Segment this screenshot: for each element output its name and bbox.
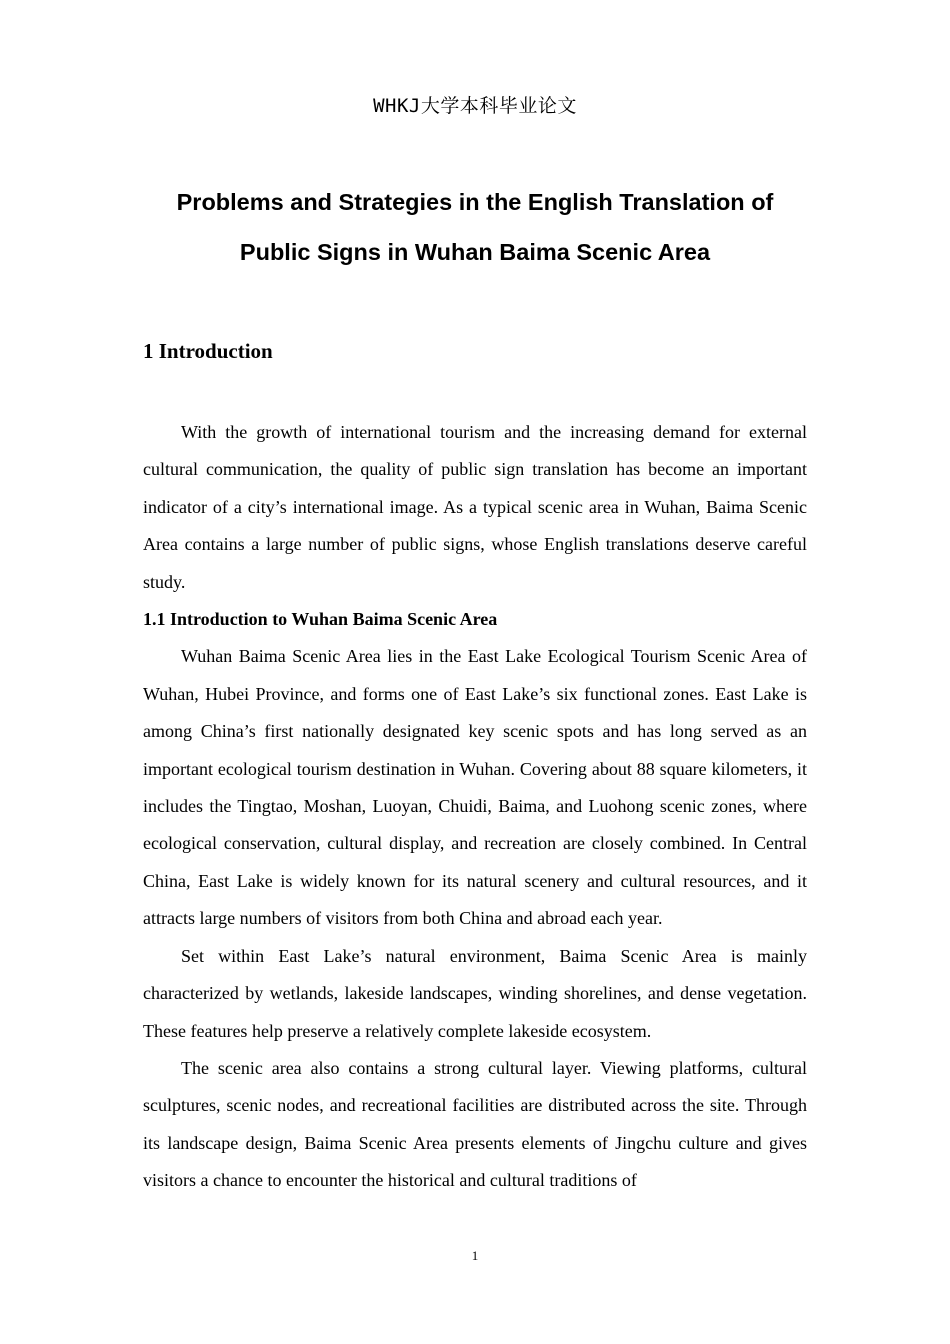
subsection-heading: 1.1 Introduction to Wuhan Baima Scenic Area [143,609,498,630]
paragraph: The scenic area also contains a strong cultural layer. Viewing platforms, cultural sculptures, scenic nodes, and recreational facilities are distributed across the site. Through its landscape design, Baima Scenic Area presents elements of Jingchu culture and gives visitors a chance to encounter the historical and cultural traditions of [143,1057,807,1191]
paragraph: Wuhan Baima Scenic Area lies in the East Lake Ecological Tourism Scenic Area of Wuhan, Hubei Province, and forms one of East Lake’s six functional zones. East Lake is among China’s first nationally designated key scenic spots and has long served as an important ecological tourism destination in Wuhan. Covering about 88 square kilometers, it includes the Tingtao, Moshan, Luoyan, Chuidi, Baima, and Luohong scenic zones, where ecological conservation, cultural display, and recreation are closely combined. In Central China, East Lake is widely known for its natural scenery and cultural resources, and it attracts large numbers of visitors from both China and abroad each year. [143,646,807,929]
intro-paragraph: With the growth of international tourism and the increasing demand for external cultural communication, the quality of public sign translation has become an important indicator of a city’s international image. As a typical scenic area in Wuhan, Baima Scenic Area contains a large number of public signs, whose English translations deserve careful study. [143,422,807,592]
title-line-2: Public Signs in Wuhan Baima Scenic Area [239,239,711,265]
page-header: WHKJ大学本科毕业论文 [373,95,577,117]
section-heading: 1 Introduction [143,339,273,363]
body-text [143,414,807,1200]
page-number: 1 [471,1248,479,1263]
paragraph: Set within East Lake’s natural environment, Baima Scenic Area is mainly characterized by wetlands, lakeside landscapes, winding shorelines, and dense vegetation. These features help preserve a relatively complete lakeside ecosystem. [143,945,807,1041]
title-line-1: Problems and Strategies in the English Translation of [176,189,774,215]
